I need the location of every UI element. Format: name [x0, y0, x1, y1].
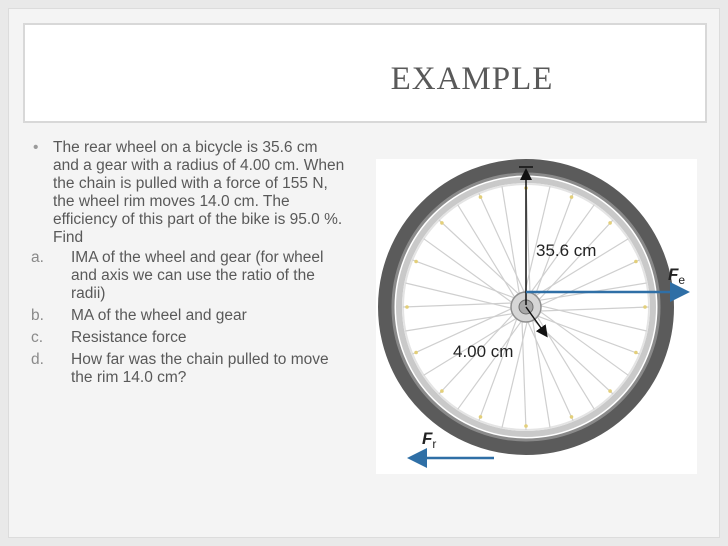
title-band: [23, 23, 707, 123]
question-text: MA of the wheel and gear: [71, 307, 247, 324]
question-marker: d.: [31, 351, 44, 368]
resistance-force-subscript: r: [432, 437, 437, 451]
bicycle-wheel-figure: [376, 159, 697, 474]
slide-title: EXAMPLE: [390, 61, 554, 97]
spoke-nipple: [440, 221, 444, 225]
slide: [8, 8, 720, 538]
question-marker: a.: [31, 249, 44, 266]
spoke-nipple: [440, 389, 444, 393]
effort-force-symbol: F: [668, 265, 679, 284]
gear-radius-label: 4.00 cm: [453, 342, 514, 361]
spoke-nipple: [570, 415, 574, 419]
question-text: Resistance force: [71, 329, 187, 346]
spoke: [479, 316, 518, 421]
spoke-nipple: [524, 424, 528, 428]
resistance-force-label: [422, 429, 436, 451]
question-marker: c.: [31, 329, 44, 346]
question-b: [31, 307, 347, 325]
spoke: [527, 319, 574, 421]
problem-text: The rear wheel on a bicycle is 35.6 cm and a gear with a radius of 4.00 cm. When the chain is pulled with a force of 155 N, the wheel rim moves 14.0 cm. The efficiency of this part of the bike is 95.0 %. Find: [53, 139, 345, 246]
question-text: How far was the chain pulled to move the rim 14.0 cm?: [71, 351, 329, 386]
question-a: [31, 249, 347, 303]
spoke-nipple: [405, 305, 409, 309]
spoke-nipple: [479, 195, 483, 199]
spoke-nipple: [570, 195, 574, 199]
wheel-radius-label: 35.6 cm: [536, 241, 597, 260]
spoke-nipple: [608, 221, 612, 225]
effort-force-subscript: e: [678, 273, 686, 287]
spoke: [412, 260, 517, 299]
slide-body: [31, 139, 347, 391]
question-marker: b.: [31, 307, 44, 324]
spoke-nipple: [634, 351, 638, 355]
spoke-nipple: [643, 305, 647, 309]
resistance-force-symbol: F: [422, 429, 433, 448]
spoke: [479, 193, 526, 295]
spoke-nipple: [608, 389, 612, 393]
effort-force-label: [668, 265, 685, 287]
spoke-nipple: [414, 260, 418, 264]
spoke: [535, 315, 640, 354]
problem-statement: [31, 139, 347, 247]
question-text: IMA of the wheel and gear (for wheel and axis we can use the ratio of the radii): [71, 249, 324, 302]
spoke-nipple: [634, 260, 638, 264]
bullet-marker: •: [33, 139, 39, 156]
spoke-nipple: [479, 415, 483, 419]
spoke: [538, 260, 640, 307]
question-c: [31, 329, 347, 347]
spoke-nipple: [414, 351, 418, 355]
question-d: [31, 351, 347, 387]
wheel-diagram: [376, 159, 697, 474]
